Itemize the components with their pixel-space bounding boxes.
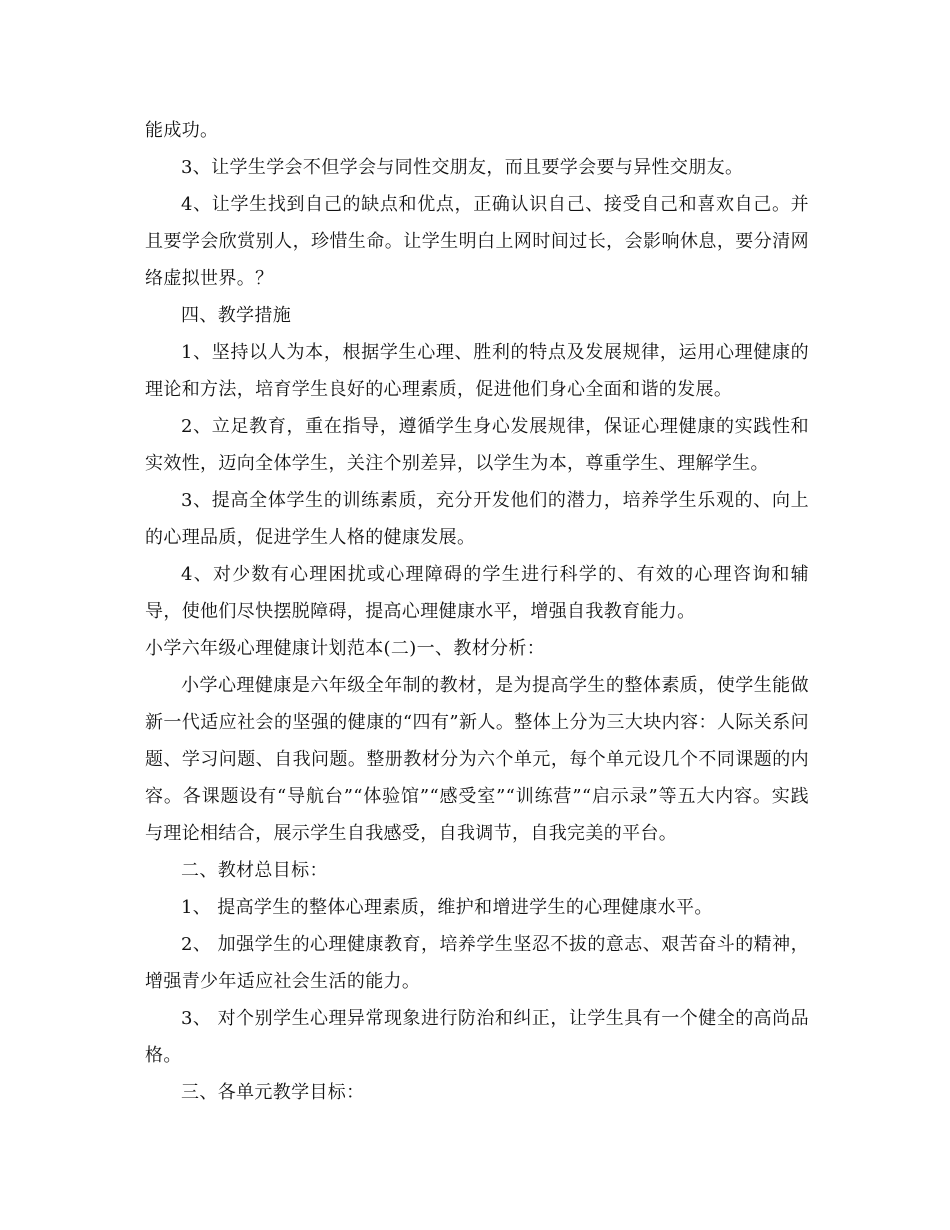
section-heading: 三、各单元教学目标：: [181, 1082, 365, 1103]
paragraph: 4、让学生找到自己的缺点和优点，正确认识自己、接受自己和喜欢自己。并且要学会欣赏别人，珍惜生命。让学生明白上网时间过长，会影响休息，要分清网络虚拟世界。？: [145, 194, 809, 289]
paragraph: 2、立足教育，重在指导，遵循学生身心发展规律，保证心理健康的实践性和实效性，迈向全体学生，关注个别差异，以学生为本，尊重学生、理解学生。: [145, 416, 809, 474]
paragraph: 3、提高全体学生的训练素质，充分开发他们的潜力，培养学生乐观的、向上的心理品质，促进学生人格的健康发展。: [145, 490, 809, 548]
paragraph: 能成功。: [145, 120, 219, 141]
section-heading: 二、教材总目标：: [181, 860, 328, 881]
document-page: [145, 112, 809, 1111]
section-heading: 四、教学措施: [181, 305, 292, 326]
paragraph: 小学心理健康是六年级全年制的教材，是为提高学生的整体素质，使学生能做新一代适应社会的坚强的健康的“四有”新人。整体上分为三大块内容：人际关系问题、学习问题、自我问题。整册教材分为六个单元，每个单元设几个不同课题的内容。各课题设有“导航台”“体验馆”“感受室”“训练营”“启示录”等五大内容。实践与理论相结合，展示学生自我感受，自我调节，自我完美的平台。: [145, 675, 809, 844]
paragraph: 1、 提高学生的整体心理素质，维护和增进学生的心理健康水平。: [181, 897, 713, 918]
paragraph: 4、对少数有心理困扰或心理障碍的学生进行科学的、有效的心理咨询和辅导，使他们尽快摆脱障碍，提高心理健康水平，增强自我教育能力。: [145, 564, 809, 622]
section-first-heading: 一、教材分析：: [416, 638, 546, 659]
paragraph: 2、 加强学生的心理健康教育，培养学生坚忍不拔的意志、艰苦奋斗的精神，增强青少年适应社会生活的能力。: [145, 934, 809, 992]
section-title: 小学六年级心理健康计划范本(二): [145, 638, 417, 659]
paragraph: 3、 对个别学生心理异常现象进行防治和纠正，让学生具有一个健全的高尚品格。: [145, 1008, 809, 1066]
section-title-line: [145, 630, 809, 667]
paragraph: 3、让学生学会不但学会与同性交朋友，而且要学会要与异性交朋友。: [181, 157, 744, 178]
paragraph: 1、坚持以人为本，根据学生心理、胜利的特点及发展规律，运用心理健康的理论和方法，培育学生良好的心理素质，促进他们身心全面和谐的发展。: [145, 342, 809, 400]
